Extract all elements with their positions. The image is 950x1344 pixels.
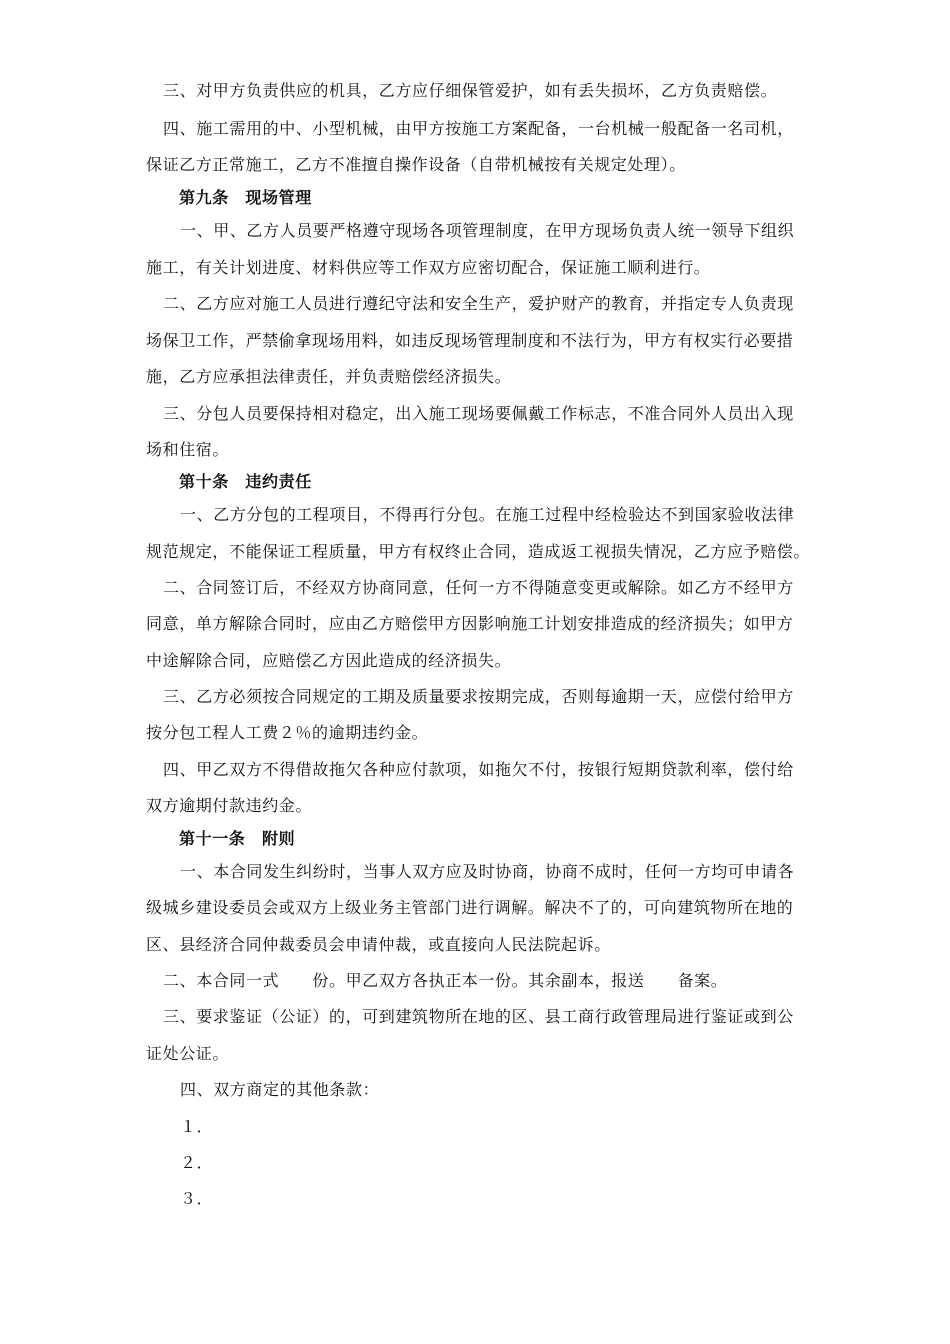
- paragraph-line: 四、施工需用的中、小型机械，由甲方按施工方案配备，一台机械一般配备一名司机，: [163, 119, 794, 138]
- paragraph-line: 三、乙方必须按合同规定的工期及质量要求按期完成，否则每逾期一天，应偿付给甲方: [163, 687, 794, 706]
- paragraph-line: 三、要求鉴证（公证）的，可到建筑物所在地的区、县工商行政管理局进行鉴证或到公: [163, 1007, 794, 1026]
- paragraph-line: 级城乡建设委员会或双方上级业务主管部门进行调解。解决不了的，可向建筑物所在地的: [146, 898, 794, 917]
- paragraph-line: 双方逾期付款违约金。: [146, 796, 313, 815]
- paragraph-line: 场保卫工作，严禁偷拿现场用料，如违反现场管理制度和不法行为，甲方有权实行必要措: [146, 331, 794, 350]
- paragraph-line: 一、本合同发生纠纷时，当事人双方应及时协商，协商不成时，任何一方均可申请各: [180, 862, 795, 881]
- paragraph-line: 按分包工程人工费２％的逾期违约金。: [146, 723, 429, 742]
- paragraph-line: 三、对甲方负责供应的机具，乙方应仔细保管爱护，如有丢失损坏，乙方负责赔偿。: [163, 81, 778, 100]
- paragraph-line: 证处公证。: [146, 1044, 230, 1063]
- paragraph-line: 二、合同签订后，不经双方协商同意，任何一方不得随意变更或解除。如乙方不经甲方: [163, 578, 794, 597]
- paragraph-line: 二、本合同一式 份。甲乙双方各执正本一份。其余副本，报送 备案。: [163, 971, 728, 990]
- paragraph-line: 区、县经济合同仲裁委员会申请仲裁，或直接向人民法院起诉。: [146, 935, 611, 954]
- paragraph-line: 四、双方商定的其他条款：: [180, 1080, 380, 1099]
- section-heading: 第十条 违约责任: [179, 472, 312, 491]
- section-heading: 第九条 现场管理: [179, 188, 312, 207]
- paragraph-line: 四、甲乙双方不得借故拖欠各种应付款项，如拖欠不付，按银行短期贷款利率，偿付给: [163, 760, 794, 779]
- paragraph-line: 保证乙方正常施工，乙方不准擅自操作设备（自带机械按有关规定处理）。: [146, 155, 686, 174]
- paragraph-line: 施工，有关计划进度、材料供应等工作双方应密切配合，保证施工顺利进行。: [146, 258, 711, 277]
- paragraph-line: 一、甲、乙方人员要严格遵守现场各项管理制度，在甲方现场负责人统一领导下组织: [180, 221, 795, 240]
- paragraph-line: 场和住宿。: [146, 440, 230, 459]
- paragraph-line: 一、乙方分包的工程项目，不得再行分包。在施工过程中经检验达不到国家验收法律: [180, 505, 795, 524]
- paragraph-line: 二、乙方应对施工人员进行遵纪守法和安全生产，爱护财产的教育，并指定专人负责现: [163, 294, 794, 313]
- paragraph-line: 三、分包人员要保持相对稳定，出入施工现场要佩戴工作标志，不准合同外人员出入现: [163, 404, 794, 423]
- paragraph-line: 规范规定，不能保证工程质量，甲方有权终止合同，造成返工视损失情况，乙方应予赔偿。: [146, 542, 811, 561]
- paragraph-line: 同意，单方解除合同时，应由乙方赔偿甲方因影响施工计划安排造成的经济损失；如甲方: [146, 614, 794, 633]
- paragraph-line: 中途解除合同，应赔偿乙方因此造成的经济损失。: [146, 651, 512, 670]
- list-item-number: ２．: [180, 1153, 214, 1172]
- list-item-number: １．: [180, 1117, 214, 1136]
- list-item-number: ３．: [180, 1189, 214, 1208]
- paragraph-line: 施，乙方应承担法律责任，并负责赔偿经济损失。: [146, 367, 512, 386]
- section-heading: 第十一条 附则: [179, 829, 296, 848]
